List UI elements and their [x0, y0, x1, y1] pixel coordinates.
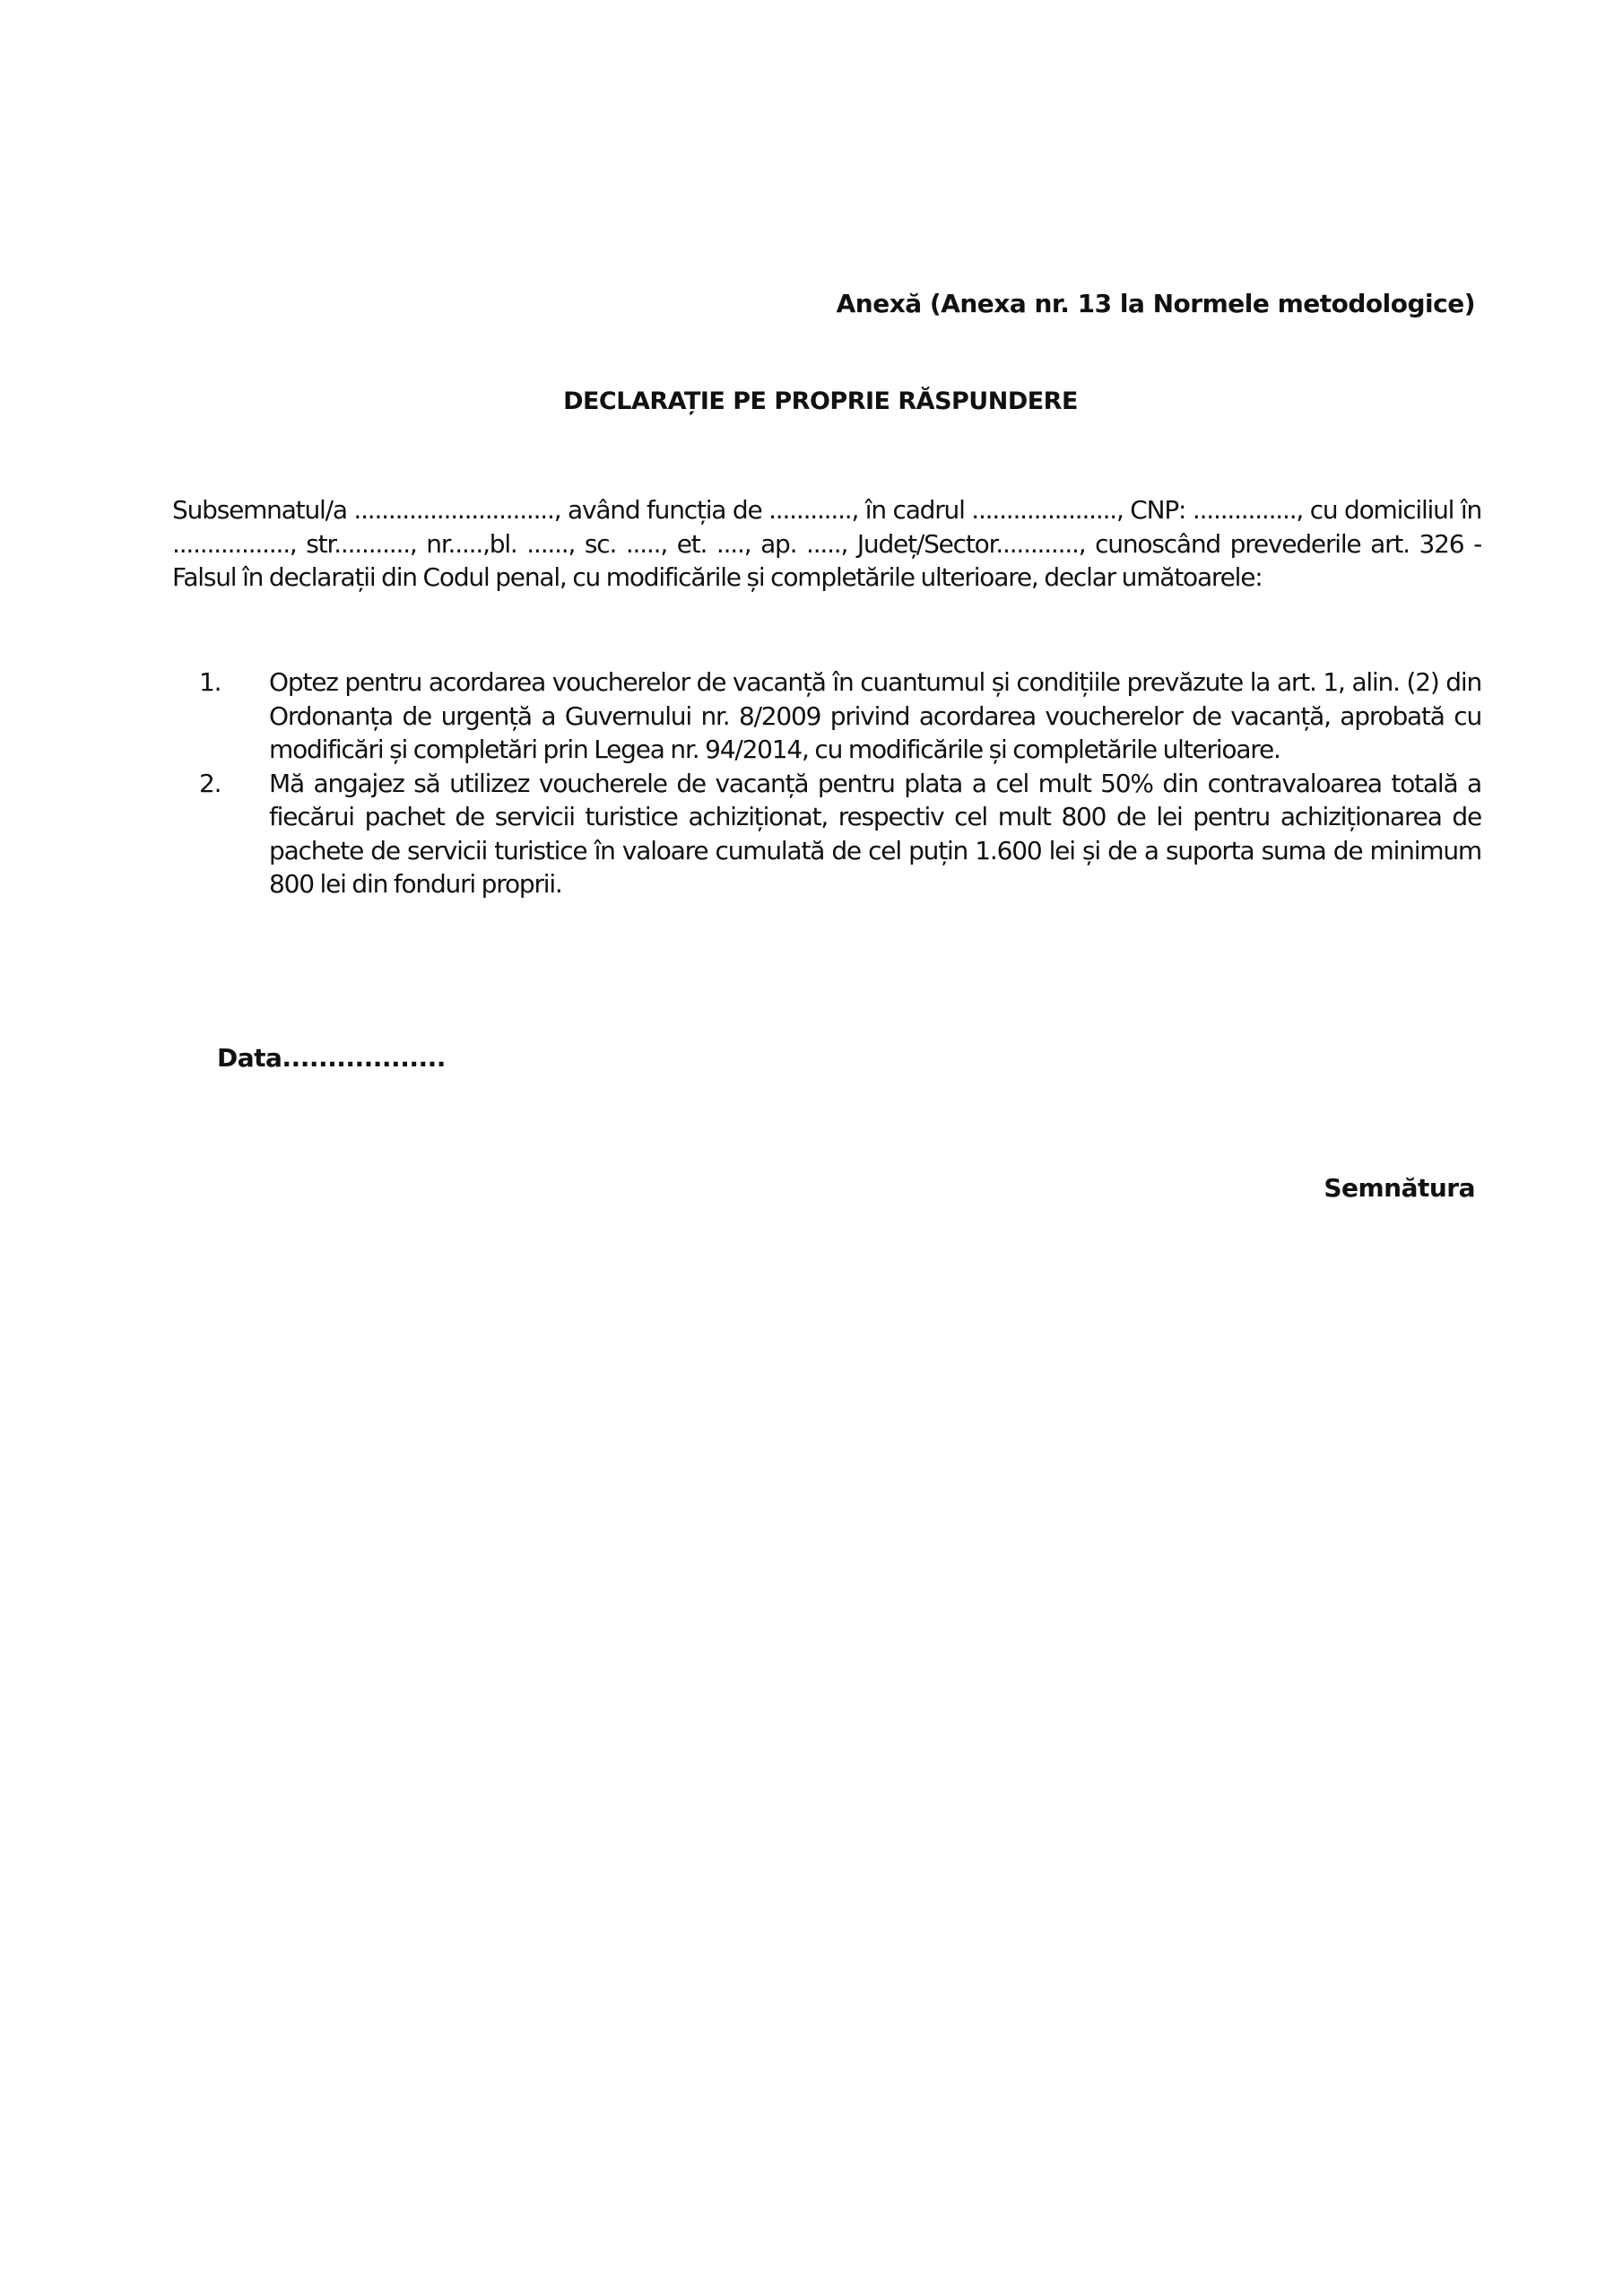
document-title: DECLARAȚIE PE PROPRIE RĂSPUNDERE: [563, 387, 1078, 415]
item-text: Mă angajez să utilizez voucherele de vacanță pentru plata a cel mult 50% din contravaloarea totală a fiecărui pachet de servicii turistice achiziționat, respectiv cel mult 800 de lei pentru achiziționarea de pachete de servicii turistice în valoare cumulată de cel puțin 1.600 lei și de a suporta suma de minimum 800 lei din fonduri proprii.: [269, 768, 1481, 899]
item-number: 2.: [199, 768, 221, 798]
declaration-items: [199, 665, 1481, 901]
list-item: [199, 665, 1481, 767]
item-text: Optez pentru acordarea voucherelor de vacanță în cuantumul și condițiile prevăzute la art. 1, alin. (2) din Ordonanța de urgență a Guvernului nr. 8/2009 privind acordarea voucherelor de vacanță, aprobată cu modificări și completări prin Legea nr. 94/2014, cu modificările și completările ulterioare.: [269, 667, 1481, 764]
annex-header: Anexă (Anexa nr. 13 la Normele metodologice): [836, 289, 1475, 318]
signature-label: Semnătura: [1324, 1173, 1475, 1203]
declaration-intro: Subsemnatul/a ............................., având funcția de ............, în cadrul ....................., CNP: ..............., cu domiciliul în ................., str..........., nr.....,bl. ......, sc. ....., et. ...., ap. ....., Județ/Sector............, cunoscând prevederile art. 326 - Falsul în declarații din Codul penal, cu modificările și completările ulterioare, declar umătoarele:: [172, 495, 1481, 592]
list-item: [199, 767, 1481, 901]
item-number: 1.: [199, 667, 221, 697]
date-field: Data..................: [217, 1043, 446, 1073]
